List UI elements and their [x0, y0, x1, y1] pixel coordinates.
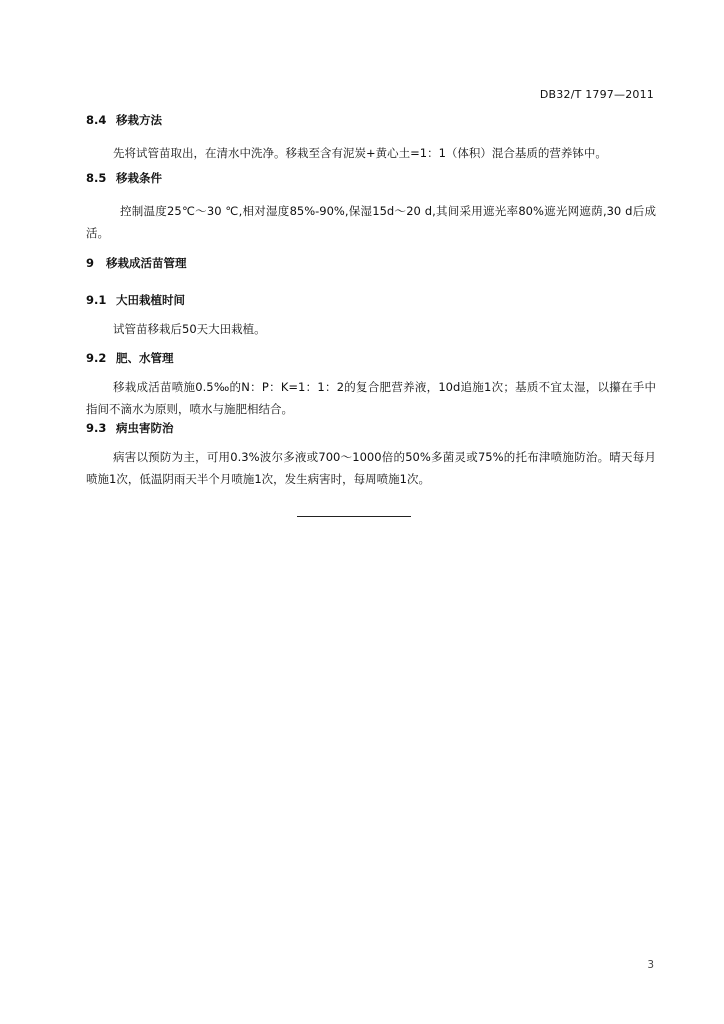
section-paragraph: 病害以预防为主，可用0.3%波尔多液或700～1000倍的50%多菌灵或75%的托布津喷施防治。晴天每月喷施1次，低温阴雨天半个月喷施1次，发生病害时，每周喷施1次。 — [86, 450, 656, 486]
section-heading — [86, 350, 656, 366]
section-title: 病虫害防治 — [116, 421, 174, 435]
section-number: 9.2 — [86, 351, 107, 365]
section-heading — [86, 255, 656, 271]
section-paragraph: 控制温度25℃～30 ℃,相对湿度85%-90%,保湿15d～20 d,其间采用遮光率80%遮光网遮荫,30 d后成活。 — [86, 204, 656, 240]
section-heading — [86, 170, 656, 186]
section-heading — [86, 420, 656, 436]
section-number: 9.1 — [86, 293, 107, 307]
section-title: 肥、水管理 — [116, 351, 174, 365]
section-paragraph: 先将试管苗取出，在清水中洗净。移栽至含有泥炭+黄心土=1：1（体积）混合基质的营养钵中。 — [113, 146, 607, 160]
section-number: 8.4 — [86, 113, 107, 127]
section-9-3 — [86, 420, 656, 490]
section-title: 移栽成活苗管理 — [106, 256, 187, 270]
end-divider — [297, 516, 411, 517]
section-9-2 — [86, 350, 656, 420]
section-number: 8.5 — [86, 171, 107, 185]
section-8-4 — [86, 112, 656, 164]
section-paragraph: 移栽成活苗喷施0.5‰的N：P：K=1：1：2的复合肥营养液，10d追施1次；基质不宜太湿，以攥在手中指间不滴水为原则，喷水与施肥相结合。 — [86, 380, 656, 416]
section-title: 大田栽植时间 — [116, 293, 185, 307]
section-9-1 — [86, 292, 656, 340]
section-title: 移栽方法 — [116, 113, 162, 127]
section-8-5 — [86, 170, 656, 244]
section-title: 移栽条件 — [116, 171, 162, 185]
standard-code: DB32/T 1797—2011 — [539, 88, 654, 101]
section-number: 9.3 — [86, 421, 107, 435]
section-heading — [86, 112, 656, 128]
page-number: 3 — [647, 959, 654, 971]
section-number: 9 — [86, 256, 95, 270]
section-heading — [86, 292, 656, 308]
section-paragraph: 试管苗移栽后50天大田栽植。 — [113, 322, 266, 336]
section-9 — [86, 255, 656, 271]
